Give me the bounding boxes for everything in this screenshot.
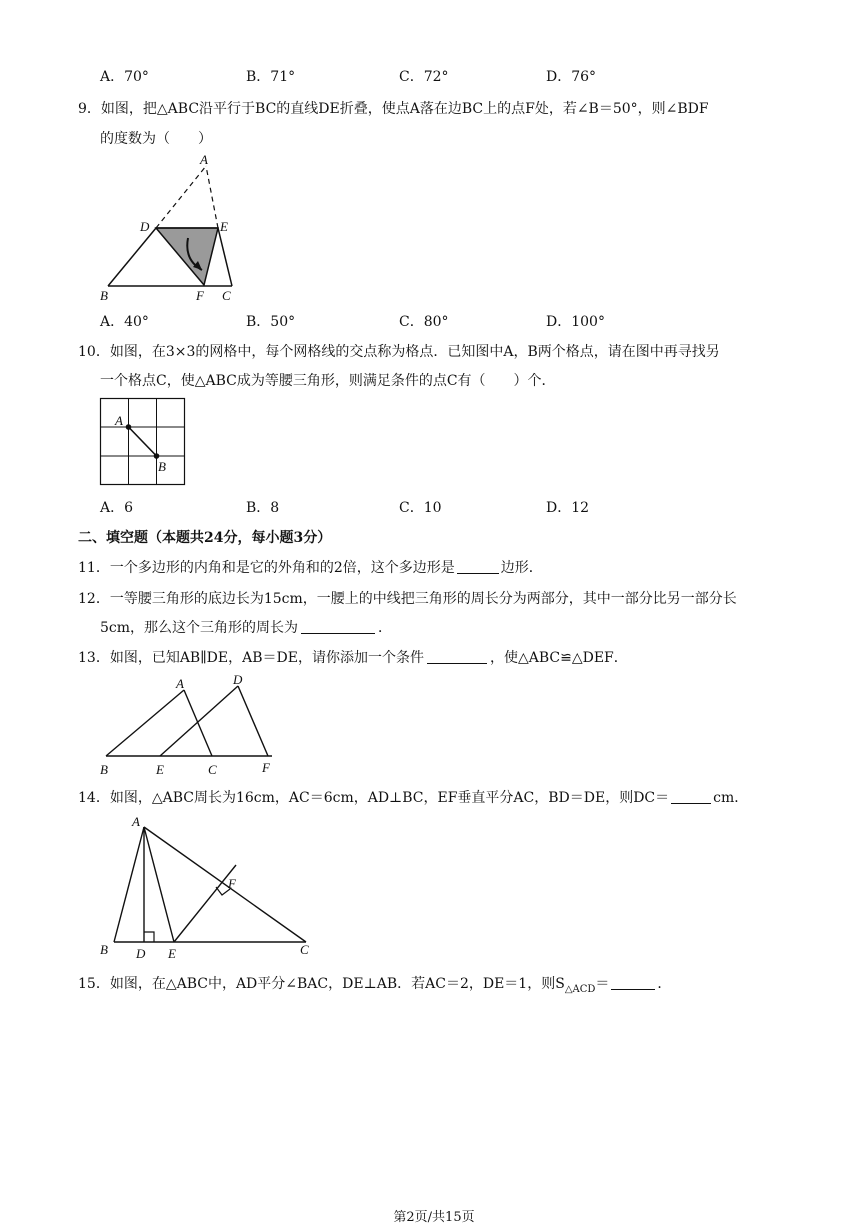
q13-text-after: ，使△ABC≌△DEF． xyxy=(489,650,628,666)
q9-option-b: B．50° xyxy=(246,314,296,330)
q10-label-b: B xyxy=(158,459,166,474)
q11-text-before: 11．一个多边形的内角和是它的外角和的2倍，这个多边形是 xyxy=(78,560,455,576)
q11-answer-blank[interactable] xyxy=(457,559,499,574)
q14-answer-blank[interactable] xyxy=(671,789,711,804)
q10-text-line1: 10．如图，在3×3的网格中，每个网格线的交点称为格点．已知图中A，B两个格点，请在图中再寻找另 xyxy=(78,344,720,360)
q11-text xyxy=(78,557,543,577)
q11-text-after: 边形． xyxy=(500,560,543,576)
q10-text-line2: 一个格点C，使△ABC成为等腰三角形，则满足条件的点C有（ ）个． xyxy=(100,373,556,389)
page-number: 第2页/共15页 xyxy=(393,1210,475,1225)
q14-text-before: 14．如图，△ABC周长为16cm，AC＝6cm，AD⊥BC，EF垂直平分AC，BD＝DE，则DC＝ xyxy=(78,790,670,806)
q9-option-a: A．40° xyxy=(100,314,149,330)
q13-label-e: E xyxy=(156,762,164,777)
q15-answer-blank[interactable] xyxy=(611,975,655,990)
q9-label-d: D xyxy=(140,219,150,234)
q14-text-after: cm． xyxy=(713,790,749,806)
section-title: 二、填空题（本题共24分，每小题3分） xyxy=(78,530,332,546)
q8-option-d: D．76° xyxy=(546,69,597,85)
q9-text-line2: 的度数为（ ） xyxy=(100,131,212,147)
q10-option-a: A．6 xyxy=(100,500,134,516)
q13-answer-blank[interactable] xyxy=(427,649,487,664)
q15-text-before: 15．如图，在△ABC中，AD平分∠BAC，DE⊥AB．若AC＝2，DE＝1，则S xyxy=(78,976,565,992)
q8-option-b: B．71° xyxy=(246,69,296,85)
q9-option-d: D．100° xyxy=(546,314,605,330)
q15-text xyxy=(78,973,671,995)
q14-label-c: C xyxy=(300,942,309,957)
q8-option-c: C．72° xyxy=(399,69,449,85)
q9-label-b: B xyxy=(100,288,108,303)
q9-label-f: F xyxy=(196,288,204,303)
q14-label-a: A xyxy=(132,814,140,829)
q14-label-b: B xyxy=(100,942,108,957)
q10-option-d: D．12 xyxy=(546,500,590,516)
q10-option-c: C．10 xyxy=(399,500,442,516)
q8-option-a: A．70° xyxy=(100,69,149,85)
q12-answer-blank[interactable] xyxy=(301,619,375,634)
q13-text-before: 13．如图，已知AB∥DE，AB＝DE，请你添加一个条件 xyxy=(78,650,424,666)
q12-text-after: ． xyxy=(378,620,393,636)
q12-text-line2 xyxy=(100,617,392,637)
q9-label-a: A xyxy=(200,152,208,167)
q13-label-a: A xyxy=(176,676,184,691)
q8-options xyxy=(100,66,720,86)
q13-figure xyxy=(96,672,286,778)
q13-text xyxy=(78,647,628,667)
q15-subscript: △ACD xyxy=(564,983,596,995)
q9-label-c: C xyxy=(222,288,231,303)
q10-options xyxy=(100,497,720,517)
q14-text xyxy=(78,787,748,807)
q12-text-before: 5cm，那么这个三角形的周长为 xyxy=(100,620,299,636)
q14-label-f: F xyxy=(228,876,236,891)
q9-option-c: C．80° xyxy=(399,314,449,330)
q9-label-e: E xyxy=(220,219,228,234)
q9-figure xyxy=(96,152,246,302)
q15-text-after: ＝ xyxy=(595,976,610,992)
q15-text-end: ． xyxy=(657,976,672,992)
q13-label-b: B xyxy=(100,762,108,777)
q14-label-e: E xyxy=(168,946,176,961)
q10-grid-figure xyxy=(100,398,186,486)
q13-label-d: D xyxy=(233,672,243,687)
q9-options xyxy=(100,311,720,331)
q14-figure xyxy=(96,810,326,966)
q10-option-b: B．8 xyxy=(246,500,280,516)
q14-label-d: D xyxy=(136,946,146,961)
q10-label-a: A xyxy=(115,413,123,428)
q13-label-f: F xyxy=(262,760,270,775)
q13-label-c: C xyxy=(208,762,217,777)
q9-text-line1: 9．如图，把△ABC沿平行于BC的直线DE折叠，使点A落在边BC上的点F处，若∠B＝50°，则∠BDF xyxy=(78,101,709,117)
q12-text-line1: 12．一等腰三角形的底边长为15cm，一腰上的中线把三角形的周长分为两部分，其中一部分比另一部分长 xyxy=(78,591,737,607)
